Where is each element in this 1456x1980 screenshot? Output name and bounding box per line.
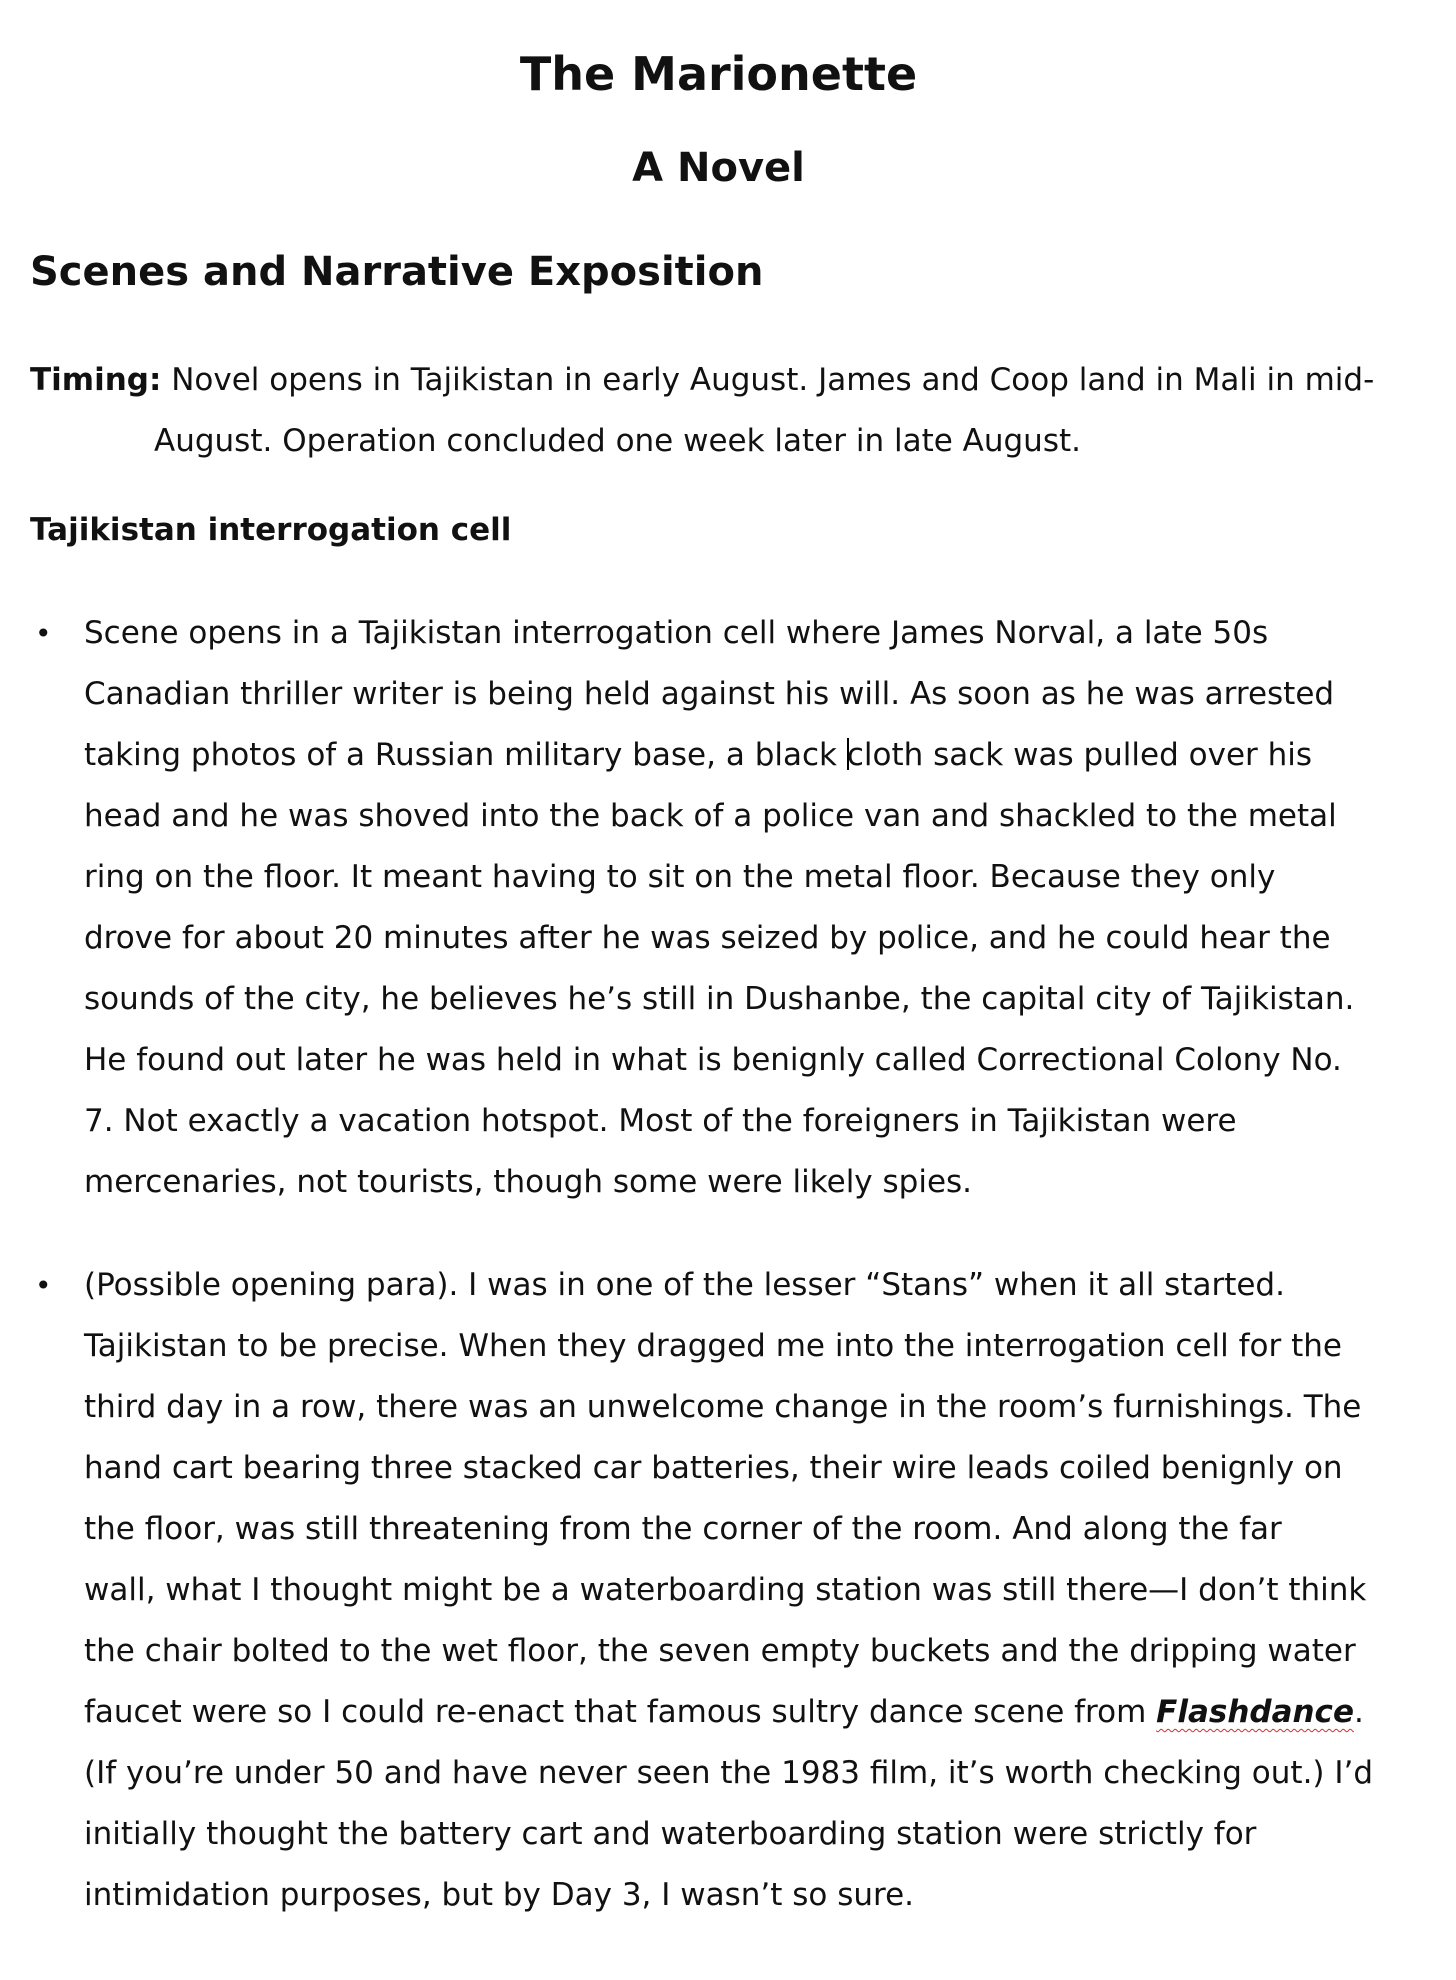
text-line: ring on the floor. It meant having to sit on the metal floor. Because they only [84, 859, 1276, 895]
bullet-paragraph[interactable] [30, 603, 1420, 1213]
text-line: wall, what I thought might be a waterboarding station was still there—I don’t think [84, 1572, 1367, 1608]
bullet-marker: • [35, 617, 52, 650]
text-segment: . [1353, 1694, 1364, 1730]
text-line: intimidation purposes, but by Day 3, I wasn’t so sure. [84, 1877, 915, 1913]
text-segment: faucet were so I could re-enact that famous sultry dance scene from [84, 1694, 1157, 1730]
scene-subheading: Tajikistan interrogation cell [30, 512, 512, 548]
bullet-marker: • [35, 1269, 52, 1302]
timing-line: August. Operation concluded one week later in late August. [154, 423, 1081, 459]
section-heading: Scenes and Narrative Exposition [30, 249, 764, 295]
bullet-text [84, 603, 1420, 1213]
film-title-spellcheck[interactable]: Flashdance [1156, 1694, 1354, 1730]
text-segment: taking photos of a Russian military base, a black [84, 737, 847, 773]
text-line: 7. Not exactly a vacation hotspot. Most of the foreigners in Tajikistan were [84, 1103, 1237, 1139]
text-line: drove for about 20 minutes after he was seized by police, and he could hear the [84, 920, 1331, 956]
text-line: Scene opens in a Tajikistan interrogation cell where James Norval, a late 50s [84, 615, 1269, 651]
text-line: Tajikistan to be precise. When they dragged me into the interrogation cell for the [84, 1328, 1342, 1364]
text-segment: cloth sack was pulled over his [846, 737, 1313, 773]
document-subtitle: A Novel [632, 145, 805, 191]
document-title: The Marionette [519, 47, 918, 101]
text-line: initially thought the battery cart and waterboarding station were strictly for [84, 1816, 1257, 1852]
timing-line: Novel opens in Tajikistan in early August. James and Coop land in Mali in mid- [161, 362, 1375, 398]
text-line: Canadian thriller writer is being held against his will. As soon as he was arrested [84, 676, 1335, 712]
bullet-text [84, 1255, 1420, 1926]
timing-paragraph[interactable] [30, 350, 1410, 472]
text-line: mercenaries, not tourists, though some were likely spies. [84, 1164, 973, 1200]
text-line: sounds of the city, he believes he’s still in Dushanbe, the capital city of Tajikistan. [84, 981, 1355, 1017]
text-line [84, 725, 1420, 786]
text-line [84, 1682, 1420, 1743]
text-line: (Possible opening para). I was in one of the lesser “Stans” when it all started. [84, 1267, 1285, 1303]
bullet-paragraph[interactable] [30, 1255, 1420, 1926]
text-line: the chair bolted to the wet floor, the seven empty buckets and the dripping water [84, 1633, 1356, 1669]
text-line: He found out later he was held in what is benignly called Correctional Colony No. [84, 1042, 1342, 1078]
text-line: the floor, was still threatening from the corner of the room. And along the far [84, 1511, 1282, 1547]
text-line: head and he was shoved into the back of a police van and shackled to the metal [84, 798, 1337, 834]
text-line: third day in a row, there was an unwelcome change in the room’s furnishings. The [84, 1389, 1362, 1425]
text-line: hand cart bearing three stacked car batteries, their wire leads coiled benignly on [84, 1450, 1343, 1486]
timing-label: Timing: [30, 362, 162, 398]
text-line: (If you’re under 50 and have never seen the 1983 film, it’s worth checking out.) I’d [84, 1755, 1374, 1791]
